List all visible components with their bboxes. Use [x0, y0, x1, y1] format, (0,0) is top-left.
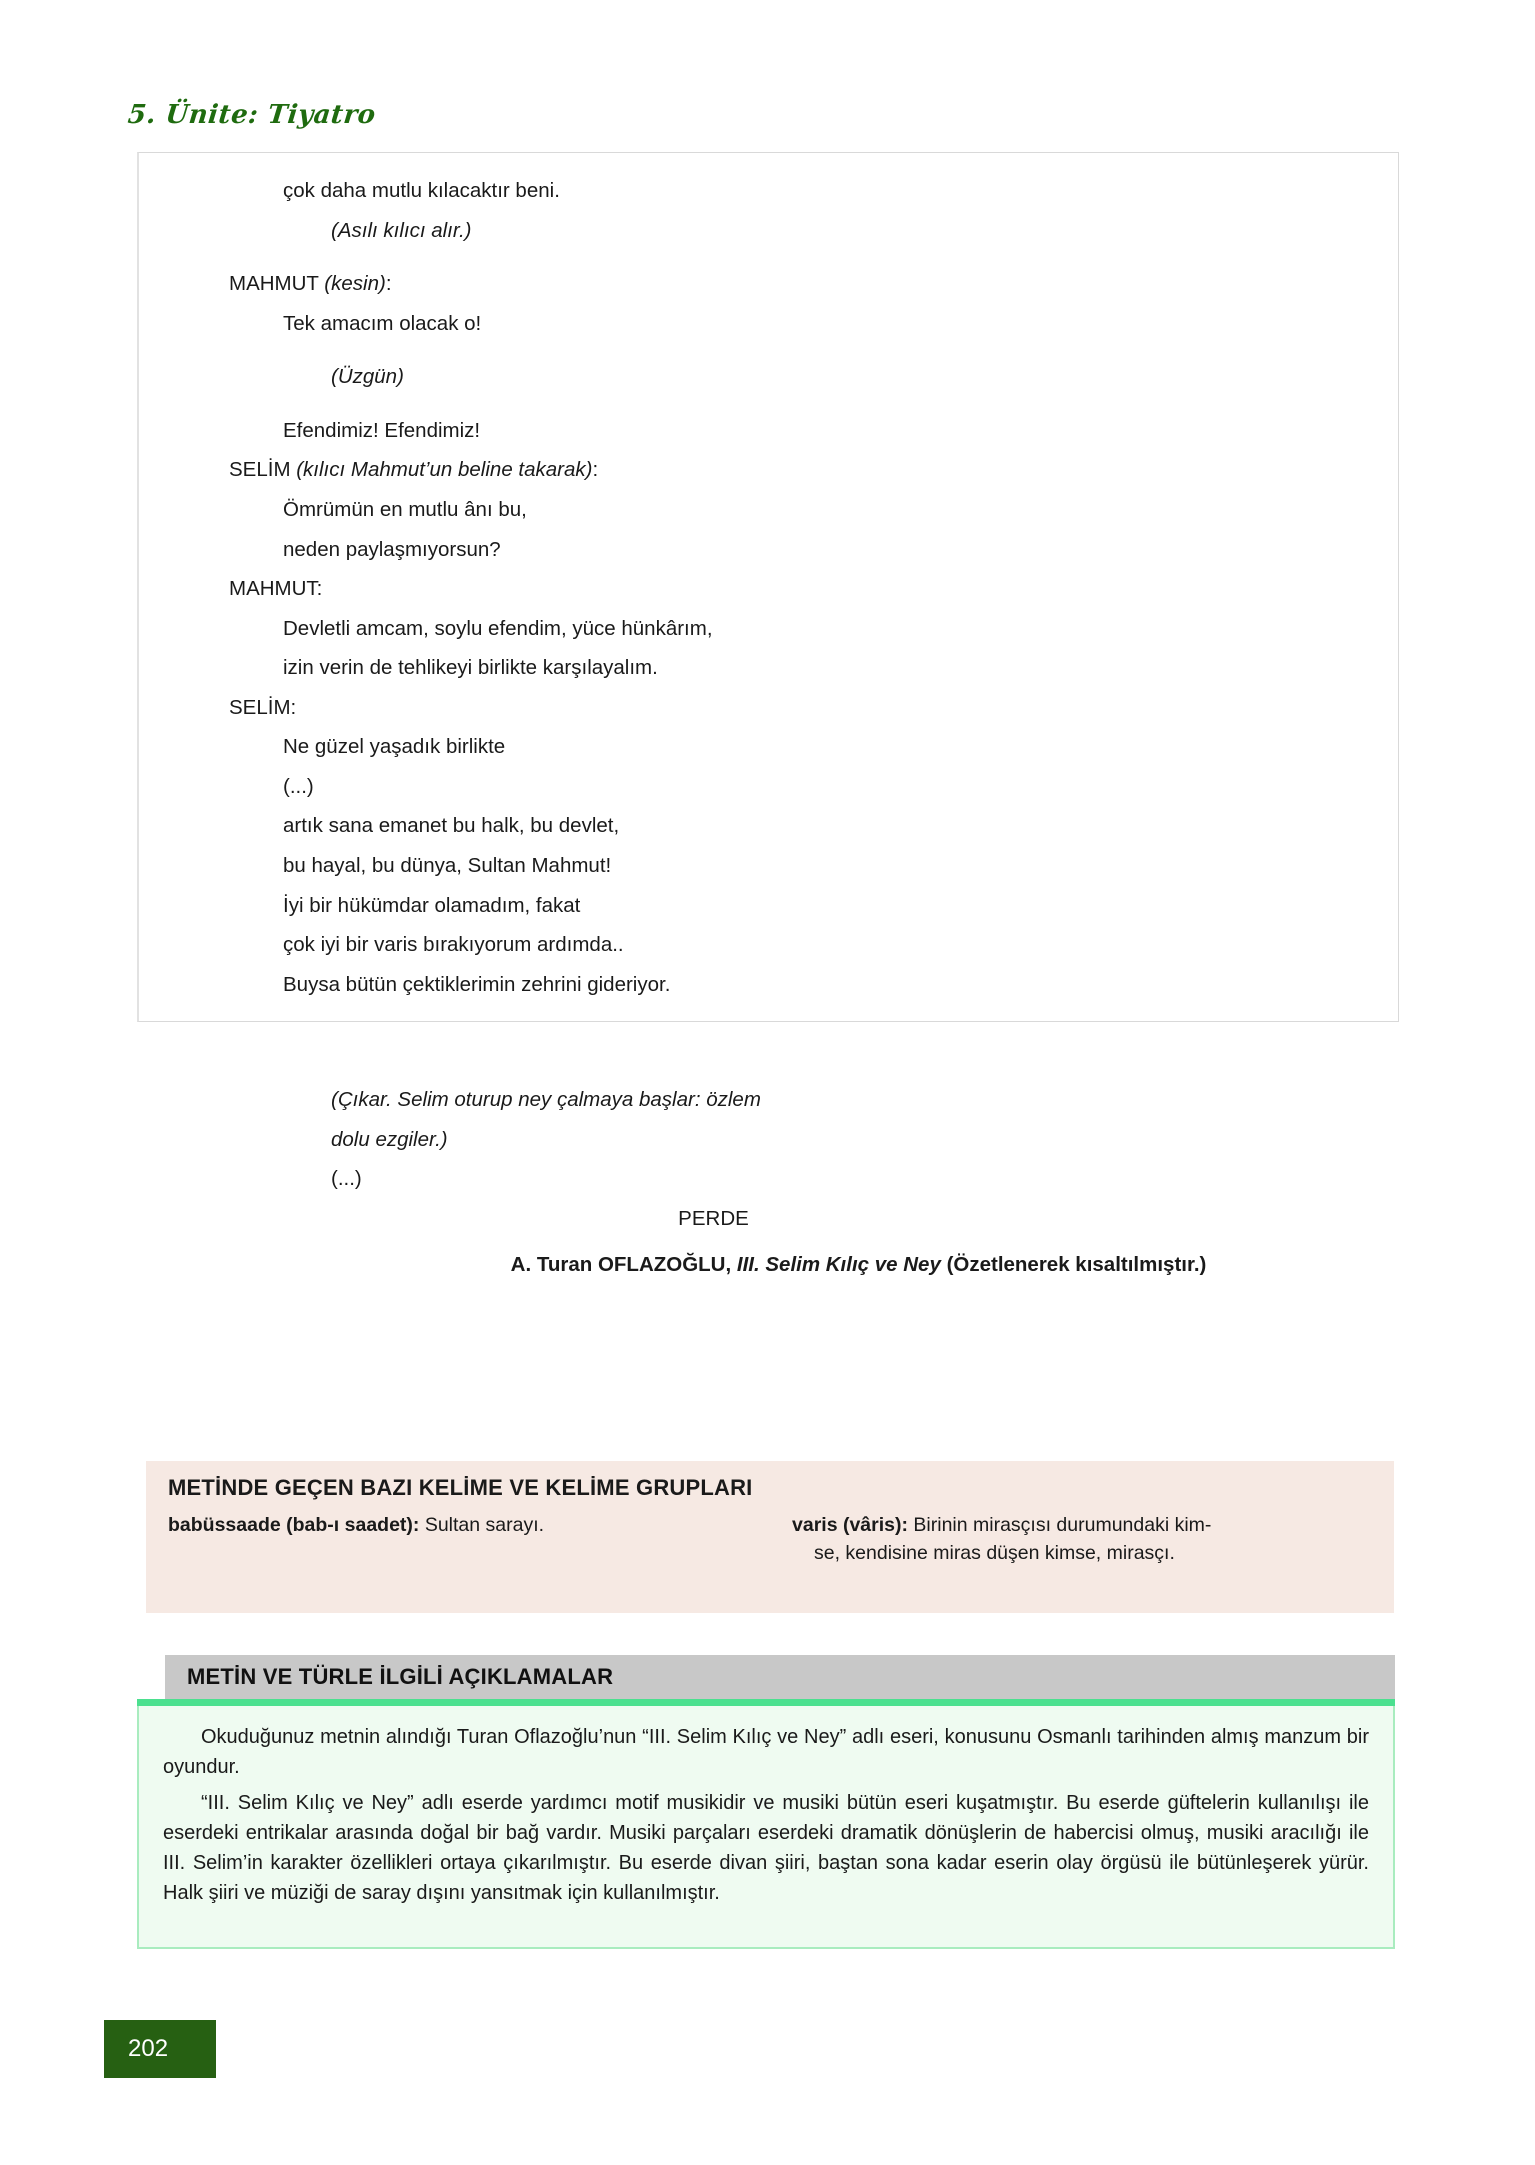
explanations-accent-bar	[137, 1699, 1395, 1706]
excerpt-speaker	[229, 450, 1366, 490]
excerpt-line: Buysa bütün çektiklerimin zehrini gideriyor.	[283, 972, 671, 996]
running-head: 5. Ünite: Tiyatro	[126, 100, 378, 130]
vocabulary-entry	[168, 1511, 770, 1568]
excerpt-box	[137, 152, 1399, 1276]
excerpt-stage-direction: dolu ezgiler.)	[331, 1127, 448, 1151]
curtain-label: PERDE	[678, 1206, 749, 1230]
excerpt-line: çok iyi bir varis bırakıyorum ardımda..	[283, 933, 624, 957]
excerpt-stage-direction: (Üzgün)	[331, 365, 404, 389]
page-number: 202	[104, 2020, 216, 2078]
excerpt-stage-direction: (Asılı kılıcı alır.)	[331, 218, 472, 242]
speaker-colon: :	[592, 458, 599, 482]
vocabulary-columns	[168, 1511, 1372, 1568]
vocabulary-entry-line	[792, 1511, 1372, 1539]
excerpt-ellipsis: (...)	[331, 1167, 362, 1191]
vocabulary-title: METİNDE GEÇEN BAZI KELİME VE KELİME GRUPLARI	[168, 1475, 753, 1500]
attribution-author: A. Turan OFLAZOĞLU,	[510, 1252, 732, 1276]
excerpt-line: İyi bir hükümdar olamadım, fakat	[283, 893, 581, 917]
excerpt-line: Devletli amcam, soylu efendim, yüce hünkârım,	[283, 616, 713, 640]
speaker-name: SELİM	[229, 458, 291, 482]
explanations-paragraph: “III. Selim Kılıç ve Ney” adlı eserde yardımcı motif musikidir ve musiki bütün eseri kuşatmıştır. Bu eserde güftelerin kullanılışı ile eserdeki entrikalar arasında doğal bir bağ vardır. Musiki parçaları eserdeki dramatik dönüşlerin de habercisi olmuş, musiki aracılığı ile III. Selim’in karakter özellikleri ortaya çıkarılmıştır. Bu eserde divan şiiri, baştan sona kadar eserin olay örgüsü ile bütünleşerek yürür. Halk şiiri ve müziği de saray dışını yansıtmak için kullanılmıştır.	[163, 1792, 1369, 1904]
excerpt-line: çok daha mutlu kılacaktır beni.	[283, 179, 560, 202]
explanations-header	[165, 1655, 1395, 1699]
explanations-title: METİN VE TÜRLE İLGİLİ AÇIKLAMALAR	[187, 1664, 614, 1689]
excerpt-line: izin verin de tehlikeyi birlikte karşılayalım.	[283, 656, 658, 680]
speaker-direction: (kılıcı Mahmut’un beline takarak)	[296, 458, 593, 482]
spacer	[171, 250, 1366, 264]
explanations-body	[137, 1706, 1395, 1949]
excerpt-speaker: SELİM:	[229, 695, 297, 719]
excerpt-line: (...)	[283, 774, 314, 798]
vocabulary-definition-cont: se, kendisine miras düşen kimse, mirasçı.	[814, 1542, 1175, 1565]
excerpt-speaker	[229, 264, 1366, 304]
vocabulary-term: varis (vâris):	[792, 1514, 908, 1536]
attribution-note: (Özetlenerek kısaltılmıştır.)	[946, 1252, 1207, 1276]
excerpt-line: bu hayal, bu dünya, Sultan Mahmut!	[283, 854, 612, 877]
speaker-direction: (kesin)	[324, 272, 386, 296]
vocabulary-definition: Birinin mirasçısı durumundaki kim-	[913, 1514, 1212, 1536]
excerpt-stage-direction: (Çıkar. Selim oturup ney çalmaya başlar: özlem	[331, 1088, 761, 1112]
spacer	[171, 343, 1366, 357]
vocabulary-definition: Sultan sarayı.	[424, 1514, 545, 1536]
excerpt-text	[139, 153, 1398, 1294]
vocabulary-entry-line	[168, 1511, 770, 1539]
attribution-work: III. Selim Kılıç ve Ney	[736, 1252, 941, 1276]
speaker-colon: :	[385, 272, 392, 296]
spacer	[171, 1004, 1366, 1080]
vocabulary-entry	[770, 1511, 1372, 1568]
vocabulary-term: babüssaade (bab-ı saadet):	[168, 1514, 420, 1536]
attribution	[171, 1245, 1366, 1285]
explanations-paragraph: Okuduğunuz metnin alındığı Turan Oflazoğlu’nun “III. Selim Kılıç ve Ney” adlı eseri, konusunu Osmanlı tarihinden almış manzum bir oyundur.	[163, 1726, 1369, 1778]
excerpt-line: Ömrümün en mutlu ânı bu,	[283, 497, 527, 521]
excerpt-line: Ne güzel yaşadık birlikte	[283, 735, 506, 759]
excerpt-line: Tek amacım olacak o!	[283, 311, 482, 335]
excerpt-line: artık sana emanet bu halk, bu devlet,	[283, 814, 620, 838]
excerpt-line: neden paylaşmıyorsun?	[283, 537, 501, 561]
excerpt-speaker: MAHMUT:	[229, 577, 323, 601]
excerpt-line: Efendimiz! Efendimiz!	[283, 418, 481, 442]
speaker-name: MAHMUT	[229, 272, 319, 296]
vocabulary-box	[146, 1461, 1394, 1613]
spacer	[171, 397, 1366, 411]
